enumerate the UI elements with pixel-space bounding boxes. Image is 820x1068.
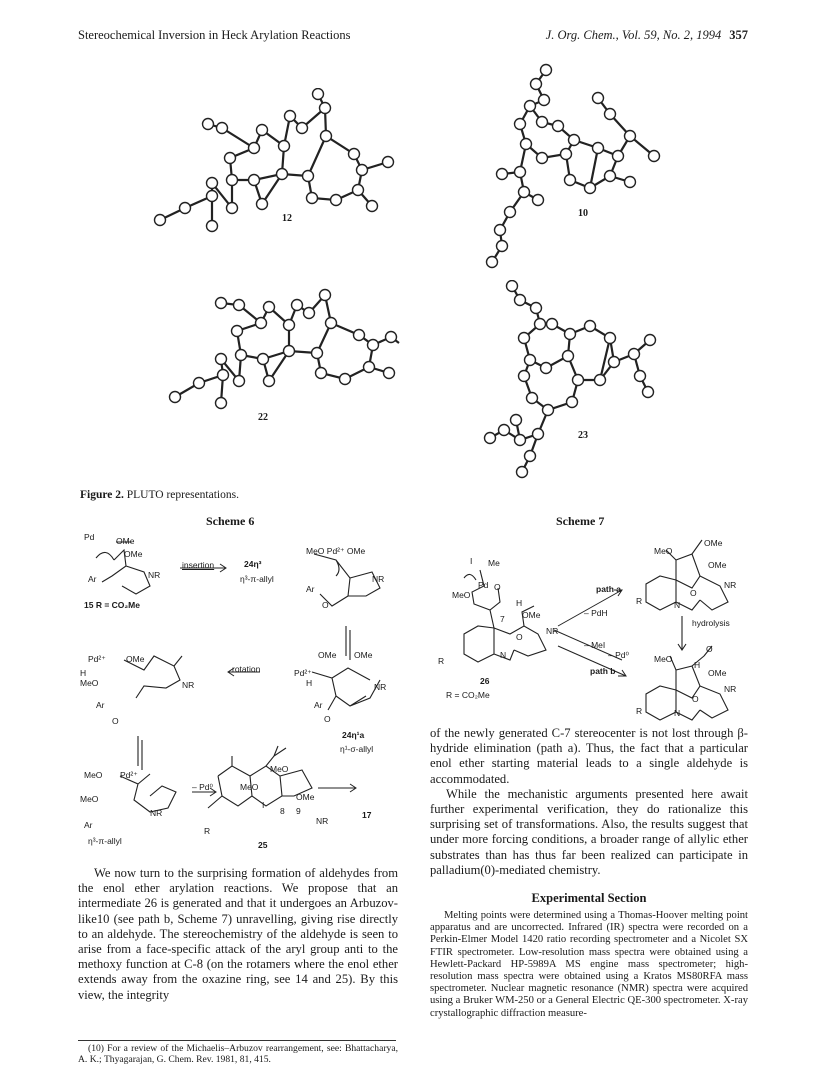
s6-o-label-2: O <box>112 716 119 726</box>
s7-o-label-2: O <box>516 632 523 642</box>
s6-compound-15: 15 R = CO₂Me <box>84 600 140 610</box>
s7-me-label: Me <box>488 558 500 568</box>
s7-path-b-label: path b <box>590 666 616 676</box>
s6-ome-label-4: OMe <box>318 650 337 660</box>
s6-compound-24-eta1: 24η¹a <box>342 730 365 740</box>
s6-ar-label-2: Ar <box>306 584 315 594</box>
s6-pd2-label-2: Pd²⁺ <box>294 668 312 678</box>
s6-ome-label-6: OMe <box>296 792 315 802</box>
s7-minus-pd0-label: – Pd⁰ <box>608 650 629 660</box>
journal-name: J. Org. Chem., Vol. 59, No. 2, 1994 <box>545 28 722 42</box>
s6-h-label-2: H <box>306 678 313 688</box>
s7-nr-label-1: NR <box>546 626 559 636</box>
s6-r-label: R <box>204 826 211 836</box>
left-column-text <box>78 866 398 1003</box>
s6-ome-label-3: OMe <box>126 654 145 664</box>
right-column-text <box>430 726 748 878</box>
s6-nr-label-3: NR <box>182 680 195 690</box>
s6-nr-label-1: NR <box>148 570 161 580</box>
s6-eta1-allyl-label: η¹-σ-allyl <box>340 744 374 754</box>
s6-meo-label-2: MeO <box>84 770 103 780</box>
s7-ome-label-3: OMe <box>708 560 727 570</box>
s7-nr-label-3: NR <box>724 684 737 694</box>
s6-c9-label: 9 <box>296 806 301 816</box>
s6-ar-label-3: Ar <box>96 700 105 710</box>
s6-ome-label-5: OMe <box>354 650 373 660</box>
s6-pd2-label-1: Pd²⁺ <box>88 654 106 664</box>
s7-o-label-3: O <box>690 588 697 598</box>
experimental-section-text: Melting points were determined using a Thomas-Hoover melting point apparatus and are uncorrected. Infrared (IR) spectra were recorded on a Perkin-Elmer Model 1420 ratio recording spectrometer and a Nicolet SX FTIR spectrometer. Low-resolution mass spectra were obtained using a Hewlett-Packard HP-5989A MS engine mass spectrometer; high-resolution mass spectra were obtained using a Kratos MS80RFA mass spectrometer. Nuclear magnetic resonance (NMR) spectra were acquired using a Bruker WM-250 or a General Electric QE-300 spectrometer. X-ray crystallographic diffraction measure- <box>430 910 748 1019</box>
s6-compound-17: 17 <box>362 810 372 820</box>
footnote-rule <box>78 1040 396 1041</box>
s6-meo-pd-label: MeO Pd²⁺ OMe <box>306 546 366 556</box>
s7-r-label-3: R <box>636 706 643 716</box>
s7-compound-26: 26 <box>480 676 490 686</box>
experimental-section-heading: Experimental Section <box>531 891 647 905</box>
figure-caption-text: PLUTO representations. <box>126 489 239 501</box>
s7-h-label-1: H <box>516 598 523 608</box>
s6-ar-label-4: Ar <box>314 700 323 710</box>
s6-ar-label-1: Ar <box>88 574 97 584</box>
s7-r-definition: R = CO₂Me <box>446 690 490 700</box>
s7-ome-label-2: OMe <box>704 538 723 548</box>
s6-compound-25: 25 <box>258 840 268 850</box>
journal-citation <box>546 28 748 43</box>
right-paragraph-1: of the newly generated C-7 stereocenter is not lost through β-hydride elimination (path a). Thus, the fact that a particular enol ether starting material leads to a single aldehyde is accommodated. <box>430 726 748 786</box>
s6-i-label: I <box>262 800 265 810</box>
s7-o-label-1: O <box>494 582 501 592</box>
s6-eta3-allyl-label-2: η³-π-allyl <box>88 836 122 846</box>
s6-nr-label-5: NR <box>150 808 163 818</box>
pluto-structure-23 <box>480 280 680 480</box>
figure-caption-label: Figure 2. <box>80 489 124 501</box>
label-compound-22: 22 <box>258 412 268 423</box>
s6-nr-label-4: NR <box>374 682 387 692</box>
s6-o-label-1: O <box>322 600 329 610</box>
s6-ome-label-1: OMe <box>116 536 135 546</box>
s7-minus-mei-label: – MeI <box>584 640 606 650</box>
s6-compound-24-eta3: 24η³ <box>244 559 262 569</box>
s7-i-label: I <box>470 556 473 566</box>
s6-h-label: H <box>80 668 87 678</box>
s7-path-a-label: path a <box>596 584 622 594</box>
right-paragraph-2: While the mechanistic arguments presented here await further experimental verification, they do rationalize this surprising set of transformations. Also, the results suggest that under more forcing conditions, a broader range of allylic ether substrates than has thus far been realized can participate in palladium(0)-mediated chemistry. <box>430 786 748 877</box>
scheme-6-title: Scheme 6 <box>206 514 255 528</box>
s7-meo-label-3: MeO <box>654 654 673 664</box>
s7-meo-label-1: MeO <box>452 590 471 600</box>
s6-nr-label-2: NR <box>372 574 385 584</box>
s6-pd2-label-3: Pd²⁺ <box>120 770 138 780</box>
s7-hydrolysis-label: hydrolysis <box>692 618 730 628</box>
label-compound-12: 12 <box>282 213 292 224</box>
running-title: Stereochemical Inversion in Heck Arylation Reactions <box>78 28 351 42</box>
s7-nr-label-2: NR <box>724 580 737 590</box>
left-paragraph: We now turn to the surprising formation of aldehydes from the enol ether arylation reactions. We propose that an intermediate 26 is generated and that it undergoes an Arbuzov-like10 (see path b, Scheme 7) unravelling, giving rise directly to an aldehyde. The stereochemistry of the aldehyde is seen to arise from a face-specific attack of the aryl group anti to the methoxy function at C-8 (on the rotamers where the enol ether extends away from the oxazine ring, see 14 and 25). By this view, the integrity <box>78 866 398 1002</box>
s6-nr-label-6: NR <box>316 816 329 826</box>
pluto-structure-22 <box>165 285 405 425</box>
page-number: 357 <box>729 28 748 42</box>
scheme-7-title: Scheme 7 <box>556 514 605 528</box>
s7-ome-label-1: OMe <box>522 610 541 620</box>
s7-o-label-4: O <box>706 644 713 654</box>
s7-minus-pdh-label: – PdH <box>584 608 608 618</box>
footnote-10: (10) For a review of the Michaelis–Arbuzov rearrangement, see: Bhattacharya, A. K.; Thyagarajan, G. Chem. Rev. 1981, 81, 415. <box>78 1043 398 1065</box>
s6-ome-label-2: OMe <box>124 549 143 559</box>
s7-h-label-2: H <box>694 660 701 670</box>
s6-meo-label-1: MeO <box>80 678 99 688</box>
s7-o-label-5: O <box>692 694 699 704</box>
label-compound-23: 23 <box>578 430 588 441</box>
scheme-7-drawing <box>430 530 750 730</box>
s7-meo-label-2: MeO <box>654 546 673 556</box>
s7-ome-label-4: OMe <box>708 668 727 678</box>
s6-c8-label: 8 <box>280 806 285 816</box>
label-compound-10: 10 <box>578 208 588 219</box>
s6-ar-label-5: Ar <box>84 820 93 830</box>
s6-meo-label-4: MeO <box>270 764 289 774</box>
s6-rotation-label: rotation <box>232 664 261 674</box>
s6-insertion-label: insertion <box>182 560 215 570</box>
s6-eta3-allyl-label: η³-π-allyl <box>240 574 274 584</box>
s6-pd0-label: Pd <box>84 532 95 542</box>
s6-meo-label-5: MeO <box>240 782 259 792</box>
pluto-structure-10 <box>480 62 680 272</box>
s7-r-label-2: R <box>636 596 643 606</box>
s7-pd-label: Pd <box>478 580 489 590</box>
s7-c7-label: 7 <box>500 614 505 624</box>
s7-n-label-2: N <box>674 600 681 610</box>
s6-minus-pd0-label: – Pd⁰ <box>192 782 213 792</box>
s7-n-label-3: N <box>674 708 681 718</box>
s7-n-label-1: N <box>500 650 507 660</box>
s6-o-label-3: O <box>324 714 331 724</box>
s7-r-label-1: R <box>438 656 445 666</box>
pluto-structure-12 <box>150 88 400 248</box>
figure-caption <box>80 489 239 501</box>
s6-meo-label-3: MeO <box>80 794 99 804</box>
